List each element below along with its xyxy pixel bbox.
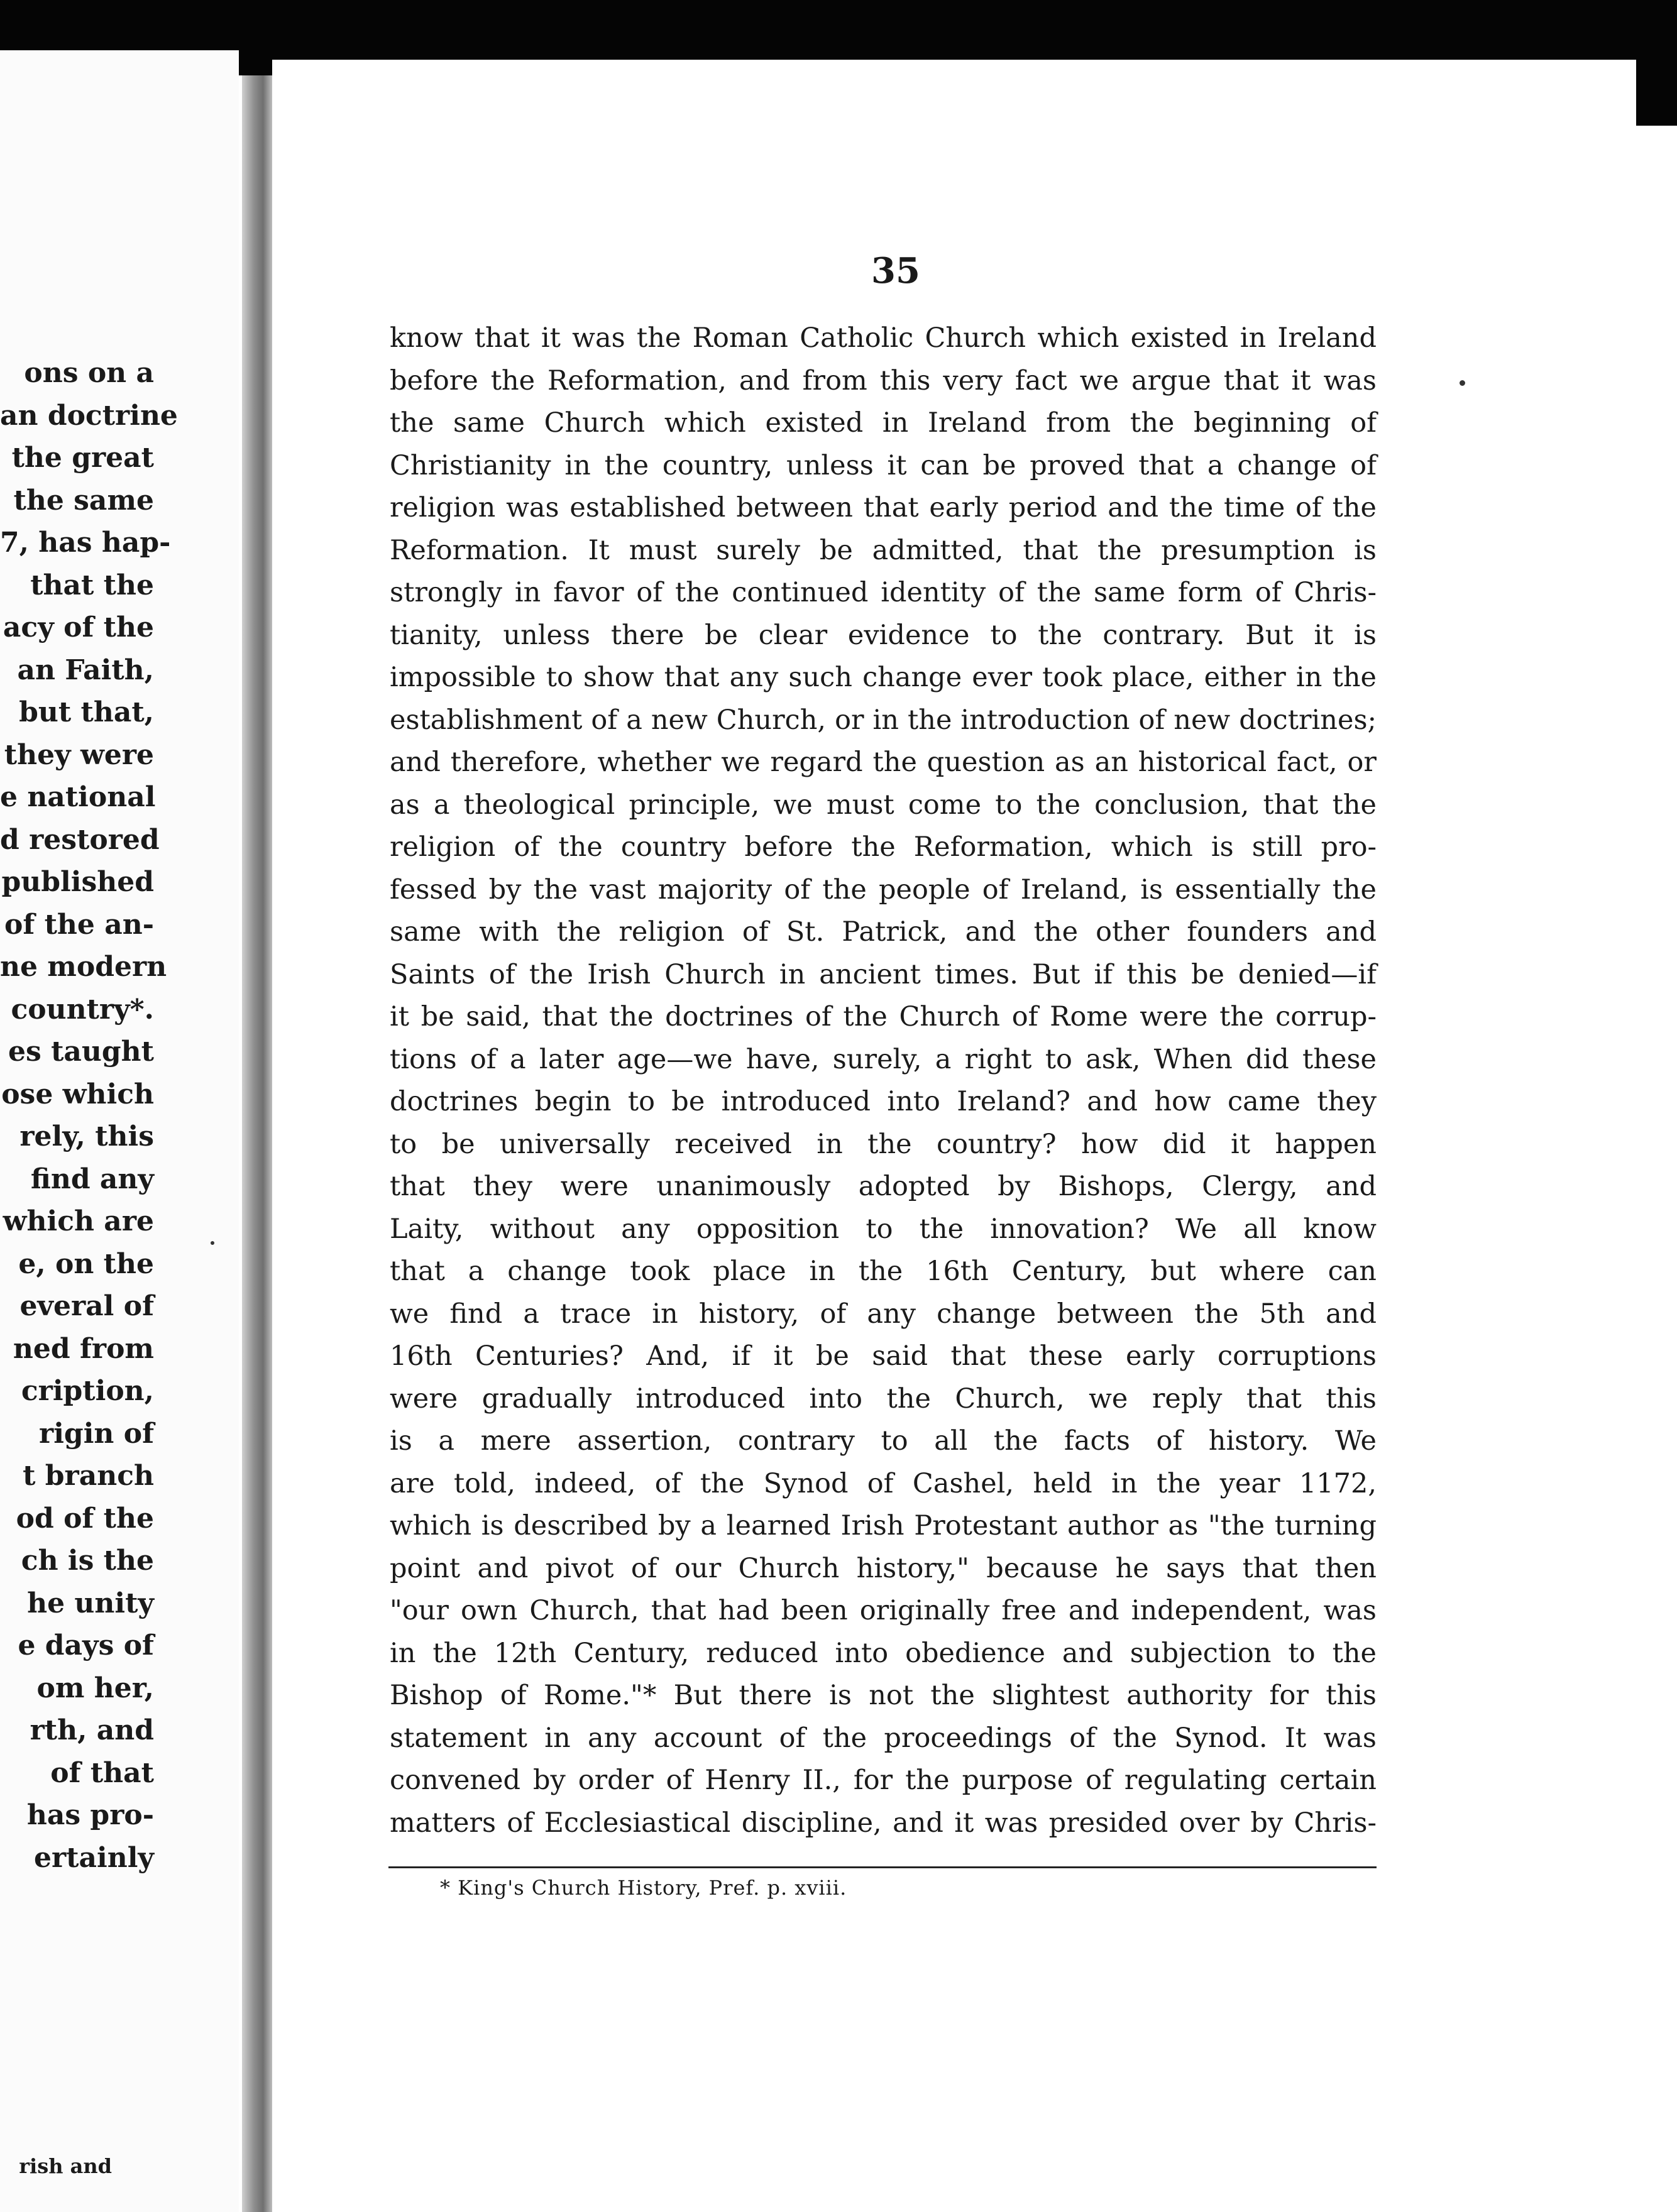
body-line: statement in any account of the proceedings of the Synod. It was	[390, 1722, 1377, 1754]
left-page-line: of the an-	[4, 908, 154, 941]
body-line: Saints of the Irish Church in ancient times. But if this be denied—if	[390, 958, 1377, 990]
body-line: that a change took place in the 16th Century, but where can	[390, 1256, 1377, 1287]
body-line: matters of Ecclesiastical discipline, and it was presided over by Chris-	[390, 1807, 1377, 1839]
body-line: to be universally received in the country? how did it happen	[390, 1128, 1377, 1160]
left-page-line: ned from	[13, 1332, 154, 1365]
body-line: Laity, without any opposition to the innovation? We all know	[390, 1213, 1377, 1245]
body-line: the same Church which existed in Ireland from the beginning of	[390, 407, 1377, 439]
footnote: * King's Church History, Pref. p. xviii.	[440, 1876, 847, 1900]
left-page-line: e days of	[18, 1629, 154, 1662]
body-line: 16th Centuries? And, if it be said that these early corruptions	[390, 1340, 1377, 1372]
body-line: fessed by the vast majority of the people of Ireland, is essentially the	[390, 873, 1377, 906]
footnote-rule	[388, 1866, 1377, 1868]
page-number: 35	[871, 250, 920, 292]
body-line: same with the religion of St. Patrick, and the other founders and	[390, 916, 1377, 948]
body-line: Reformation. It must surely be admitted, that the presumption is	[390, 534, 1377, 566]
left-page-line: rely, this	[19, 1120, 154, 1153]
body-line: it be said, that the doctrines of the Church of Rome were the corrup-	[390, 1001, 1377, 1032]
left-page-line: ons on a	[24, 357, 154, 389]
left-page-line: ne modern	[0, 951, 167, 983]
left-page	[0, 50, 239, 2212]
left-page-footnote: rish and	[19, 2154, 112, 2178]
left-page-line: country*.	[11, 993, 154, 1026]
left-page-line: that the	[30, 569, 154, 601]
book-gutter	[242, 75, 272, 2212]
body-line: as a theological principle, we must come to the conclusion, that the	[390, 789, 1377, 821]
body-line: before the Reformation, and from this very fact we argue that it was	[390, 364, 1377, 397]
body-line: "our own Church, that had been originally free and independent, was	[390, 1595, 1377, 1626]
left-page-line: ertainly	[34, 1841, 154, 1874]
left-page-line: e, on the	[18, 1247, 154, 1280]
body-line: doctrines begin to be introduced into Ireland? and how came they	[390, 1086, 1377, 1117]
left-page-line: acy of the	[3, 611, 154, 643]
body-line: convened by order of Henry II., for the purpose of regulating certain	[390, 1765, 1377, 1796]
body-line: and therefore, whether we regard the question as an historical fact, or	[390, 747, 1377, 778]
body-line: Christianity in the country, unless it can be proved that a change of	[390, 449, 1377, 481]
left-page-line: he unity	[27, 1587, 154, 1619]
body-line: impossible to show that any such change ever took place, either in the	[390, 662, 1377, 693]
body-line: we find a trace in history, of any change between the 5th and	[390, 1298, 1377, 1330]
body-line: point and pivot of our Church history," because he says that then	[390, 1552, 1377, 1584]
body-line: religion of the country before the Reformation, which is still pro-	[390, 831, 1377, 863]
left-page-line: t branch	[23, 1460, 154, 1492]
left-page-line: e national	[0, 781, 156, 813]
left-page-line: od of the	[16, 1502, 154, 1535]
left-page-line: an doctrine	[0, 399, 178, 432]
body-line: in the 12th Century, reduced into obedience and subjection to the	[390, 1637, 1377, 1669]
left-page-line: has pro-	[26, 1799, 154, 1831]
body-line: religion was established between that early period and the time of the	[390, 492, 1377, 523]
left-page-text	[0, 352, 178, 1879]
left-page-line: which are	[3, 1205, 154, 1237]
left-page-line: rth, and	[30, 1714, 154, 1746]
body-line: know that it was the Roman Catholic Church which existed in Ireland	[390, 322, 1377, 354]
left-page-line: published	[1, 866, 154, 898]
left-page-line: the same	[13, 484, 154, 517]
ink-speck	[1460, 380, 1465, 386]
left-page-line: find any	[30, 1163, 154, 1195]
left-page-line: es taught	[8, 1036, 154, 1068]
left-page-line: an Faith,	[17, 654, 154, 686]
ink-speck	[211, 1241, 214, 1245]
body-line: were gradually introduced into the Church, we reply that this	[390, 1382, 1377, 1415]
body-line: tions of a later age—we have, surely, a right to ask, When did these	[390, 1043, 1377, 1075]
body-line: are told, indeed, of the Synod of Cashel, held in the year 1172,	[390, 1467, 1377, 1499]
left-page-line: everal of	[19, 1290, 154, 1322]
left-page-line: cription,	[21, 1375, 154, 1407]
left-page-line: of that	[50, 1756, 154, 1789]
body-line: establishment of a new Church, or in the introduction of new doctrines;	[390, 704, 1377, 736]
body-line: is a mere assertion, contrary to all the facts of history. We	[390, 1425, 1377, 1457]
body-line: Bishop of Rome."* But there is not the slightest authority for this	[390, 1680, 1377, 1711]
left-page-line: ose which	[1, 1078, 154, 1110]
left-page-line: rigin of	[39, 1417, 154, 1450]
left-page-line: 7, has hap-	[0, 527, 171, 559]
left-page-line: d restored	[0, 823, 160, 856]
left-page-line: but that,	[19, 696, 154, 728]
body-line: tianity, unless there be clear evidence to the contrary. But it is	[390, 619, 1377, 651]
left-page-line: they were	[4, 738, 154, 771]
body-text	[390, 317, 1377, 1844]
left-page-line: ch is the	[21, 1545, 154, 1577]
body-line: which is described by a learned Irish Protestant author as "the turning	[390, 1510, 1377, 1541]
left-page-line: om her,	[36, 1672, 154, 1704]
body-line: that they were unanimously adopted by Bishops, Clergy, and	[390, 1171, 1377, 1202]
left-page-line: the great	[11, 442, 154, 474]
body-line: strongly in favor of the continued identity of the same form of Chris-	[390, 577, 1377, 608]
